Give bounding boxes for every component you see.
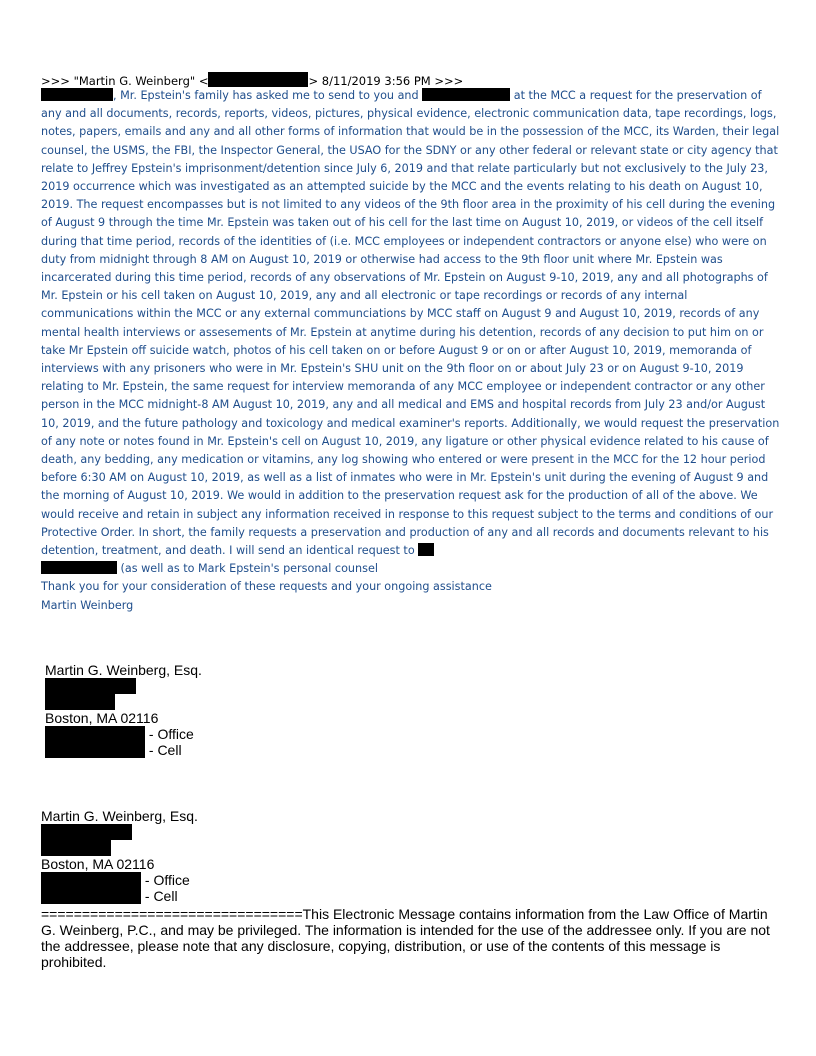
redacted-address-line: [41, 824, 132, 840]
message-body: [41, 87, 781, 615]
signature-name: Martin G. Weinberg, Esq.: [45, 662, 202, 678]
header-suffix: > 8/11/2019 3:56 PM >>>: [308, 74, 464, 88]
redacted-office-phone: [45, 726, 145, 742]
redacted-address-line: [45, 694, 115, 710]
cell-label: - Cell: [145, 742, 182, 758]
redacted-address-line: [45, 678, 136, 694]
signature-name: Martin G. Weinberg, Esq.: [41, 808, 198, 824]
redacted-address-line: [41, 840, 111, 856]
signature-block: [45, 662, 202, 758]
legal-disclaimer: ================================This Electronic Message contains information from the Law Office of Martin G. Weinberg, P.C., and may be privileged. The information is intended for the use of the addressee only. If you are not the addressee, please note that any disclosure, copying, distribution, or use of the contents of this message is prohibited.: [41, 906, 770, 970]
redacted-email: [208, 72, 308, 87]
redacted-recipient-name-4: [41, 561, 117, 574]
redacted-cell-phone: [41, 888, 141, 904]
sender-name: Martin Weinberg: [41, 598, 134, 612]
message-paragraph: , Mr. Epstein's family has asked me to send to you and at the MCC a request for the preservation of any and all documents, records, reports, videos, pictures, physical evidence, electronic communication data, tape recordings, logs, notes, papers, emails and any and all other forms of information that would be in the possession of the MCC, its Warden, their legal counsel, the USMS, the FBI, the Inspector General, the USAO for the SDNY or any other federal or relevant state or city agency that relate to Jeffrey Epstein's imprisonment/detention since July 6, 2019 and that relate particularly but not exclusively to the July 23, 2019 occurrence which was investigated as an attempted suicide by the MCC and the events relating to his death on August 10, 2019. The request encompasses but is not limited to any videos of the 9th floor area in the proximity of his cell during the evening of August 9 through the time Mr. Epstein was taken out of his cell for the last time on August 10, 2019, or videos of the cell itself during that time period, records of the identities of (i.e. MCC employees or independent contractors or anyone else) who were on duty from midnight through 8 AM on August 10, 2019 or otherwise had access to the 9th floor unit where Mr. Epstein was incarcerated during this time period, records of any observations of Mr. Epstein on August 9-10, 2019, any and all photographs of Mr. Epstein or his cell taken on August 10, 2019, any and all electronic or tape recordings or records of any internal communications within the MCC or any external communciations by MCC staff on August 9 and August 10, 2019, records of any mental health interviews or assesements of Mr. Epstein at anytime during his detention, records of any decision to put him on or take Mr Epstein off suicide watch, photos of his cell taken on or before August 9 or on or after August 10, 2019, memoranda of interviews with any prisoners who were in Mr. Epstein's SHU unit on the 9th floor on or about July 23 or on August 9-10, 2019 relating to Mr. Epstein, the same request for interview memoranda of any MCC employee or independent contractor or any other person in the MCC midnight-8 AM August 10, 2019, any and all medical and EMS and hospital records from July 23 and/or August 10, 2019, and the future pathology and toxicology and medical examiner's reports. Additionally, we would request the preservation of any note or notes found in Mr. Epstein's cell on August 10, 2019, any ligature or other physical evidence related to his cause of death, any bedding, any medication or vitamins, any log showing who entered or were present in the MCC for the 12 hour period before 6:30 AM on August 10, 2019, as well as a list of inmates who were in Mr. Epstein's unit during the evening of August 9 and the morning of August 10, 2019. We would in addition to the preservation request ask for the production of all of the above. We would receive and retain in subject any information received in response to this request subject to the terms and conditions of our Protective Order. In short, the family requests a preservation and production of any and all records and documents relevant to his detention, treatment, and death. I will send an identical request to (as well as to Mark Epstein's personal counsel: [41, 89, 780, 576]
header-prefix: >>> "Martin G. Weinberg" <: [41, 74, 209, 88]
redacted-recipient-name: [41, 88, 113, 101]
office-label: - Office: [141, 872, 190, 888]
office-label: - Office: [145, 726, 194, 742]
cell-label: - Cell: [141, 888, 178, 904]
thanks-line: Thank you for your consideration of these requests and your ongoing assistance: [41, 580, 492, 594]
redacted-recipient-name-2: [422, 88, 510, 101]
redacted-cell-phone: [45, 742, 145, 758]
signature-city: Boston, MA 02116: [41, 856, 155, 872]
signature-city: Boston, MA 02116: [45, 710, 159, 726]
signature-block: [41, 808, 198, 904]
redacted-recipient-name-3: [418, 543, 434, 556]
redacted-office-phone: [41, 872, 141, 888]
